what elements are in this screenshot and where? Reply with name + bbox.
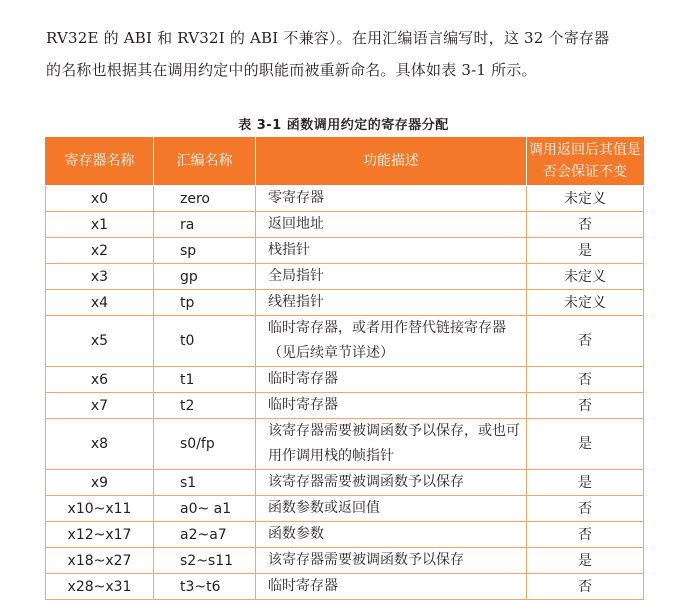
table-row — [46, 574, 644, 600]
description-cell: 该寄存器需要被调函数予以保存 — [256, 470, 527, 496]
asm-name-cell: t3~t6 — [154, 574, 256, 600]
table-row — [46, 548, 644, 574]
asm-name-cell: zero — [154, 186, 256, 212]
table-header-row — [46, 137, 644, 186]
asm-name-cell: t2 — [154, 393, 256, 419]
register-name-cell: x0 — [46, 186, 154, 212]
asm-name-cell: ra — [154, 212, 256, 238]
preserved-cell: 否 — [527, 522, 644, 548]
asm-name-cell: t0 — [154, 316, 256, 367]
register-table-body — [46, 186, 644, 600]
table-row — [46, 470, 644, 496]
register-name-cell: x4 — [46, 290, 154, 316]
table-row — [46, 419, 644, 470]
register-name-cell: x9 — [46, 470, 154, 496]
preserved-cell: 否 — [527, 393, 644, 419]
register-name-cell: x7 — [46, 393, 154, 419]
table-row — [46, 496, 644, 522]
table-row — [46, 393, 644, 419]
register-name-cell: x12~x17 — [46, 522, 154, 548]
description-cell: 临时寄存器 — [256, 367, 527, 393]
description-cell: 该寄存器需要被调函数予以保存 — [256, 548, 527, 574]
preserved-cell: 否 — [527, 316, 644, 367]
asm-name-cell: gp — [154, 264, 256, 290]
register-name-cell: x28~x31 — [46, 574, 154, 600]
asm-name-cell: s1 — [154, 470, 256, 496]
description-cell: 函数参数或返回值 — [256, 496, 527, 522]
register-name-cell: x8 — [46, 419, 154, 470]
asm-name-cell: s0/fp — [154, 419, 256, 470]
preserved-cell: 是 — [527, 548, 644, 574]
asm-name-cell: s2~s11 — [154, 548, 256, 574]
register-table — [45, 136, 644, 600]
asm-name-cell: sp — [154, 238, 256, 264]
description-cell: 临时寄存器，或者用作替代链接寄存器（见后续章节详述） — [256, 316, 527, 367]
intro-line-2: 的名称也根据其在调用约定中的职能而被重新命名。具体如表 3-1 所示。 — [46, 61, 537, 79]
register-name-cell: x1 — [46, 212, 154, 238]
table-row — [46, 238, 644, 264]
preserved-cell: 未定义 — [527, 186, 644, 212]
table-row — [46, 316, 644, 367]
preserved-cell: 否 — [527, 367, 644, 393]
header-register-name: 寄存器名称 — [46, 137, 154, 186]
preserved-cell: 未定义 — [527, 264, 644, 290]
description-cell: 返回地址 — [256, 212, 527, 238]
preserved-cell: 是 — [527, 419, 644, 470]
asm-name-cell: tp — [154, 290, 256, 316]
asm-name-cell: a2~a7 — [154, 522, 256, 548]
asm-name-cell: t1 — [154, 367, 256, 393]
table-row — [46, 186, 644, 212]
preserved-cell: 是 — [527, 238, 644, 264]
preserved-cell: 否 — [527, 212, 644, 238]
description-cell: 线程指针 — [256, 290, 527, 316]
asm-name-cell: a0~ a1 — [154, 496, 256, 522]
description-cell: 临时寄存器 — [256, 393, 527, 419]
header-asm-name: 汇编名称 — [154, 137, 256, 186]
description-cell: 该寄存器需要被调函数予以保存，或也可用作调用栈的帧指针 — [256, 419, 527, 470]
table-row — [46, 264, 644, 290]
description-cell: 零寄存器 — [256, 186, 527, 212]
register-name-cell: x3 — [46, 264, 154, 290]
table-row — [46, 212, 644, 238]
description-cell: 栈指针 — [256, 238, 527, 264]
table-row — [46, 522, 644, 548]
register-name-cell: x18~x27 — [46, 548, 154, 574]
preserved-cell: 否 — [527, 574, 644, 600]
register-name-cell: x6 — [46, 367, 154, 393]
description-cell: 函数参数 — [256, 522, 527, 548]
table-row — [46, 290, 644, 316]
register-name-cell: x2 — [46, 238, 154, 264]
preserved-cell: 否 — [527, 496, 644, 522]
header-preserved: 调用返回后其值是否会保证不变 — [527, 137, 644, 186]
preserved-cell: 未定义 — [527, 290, 644, 316]
intro-paragraph — [46, 22, 656, 86]
table-caption: 表 3-1 函数调用约定的寄存器分配 — [238, 118, 449, 133]
register-name-cell: x10~x11 — [46, 496, 154, 522]
table-row — [46, 367, 644, 393]
description-cell: 临时寄存器 — [256, 574, 527, 600]
preserved-cell: 是 — [527, 470, 644, 496]
register-name-cell: x5 — [46, 316, 154, 367]
header-description: 功能描述 — [256, 137, 527, 186]
description-cell: 全局指针 — [256, 264, 527, 290]
intro-line-1: RV32E 的 ABI 和 RV32I 的 ABI 不兼容）。在用汇编语言编写时，这 32 个寄存器 — [46, 29, 610, 47]
